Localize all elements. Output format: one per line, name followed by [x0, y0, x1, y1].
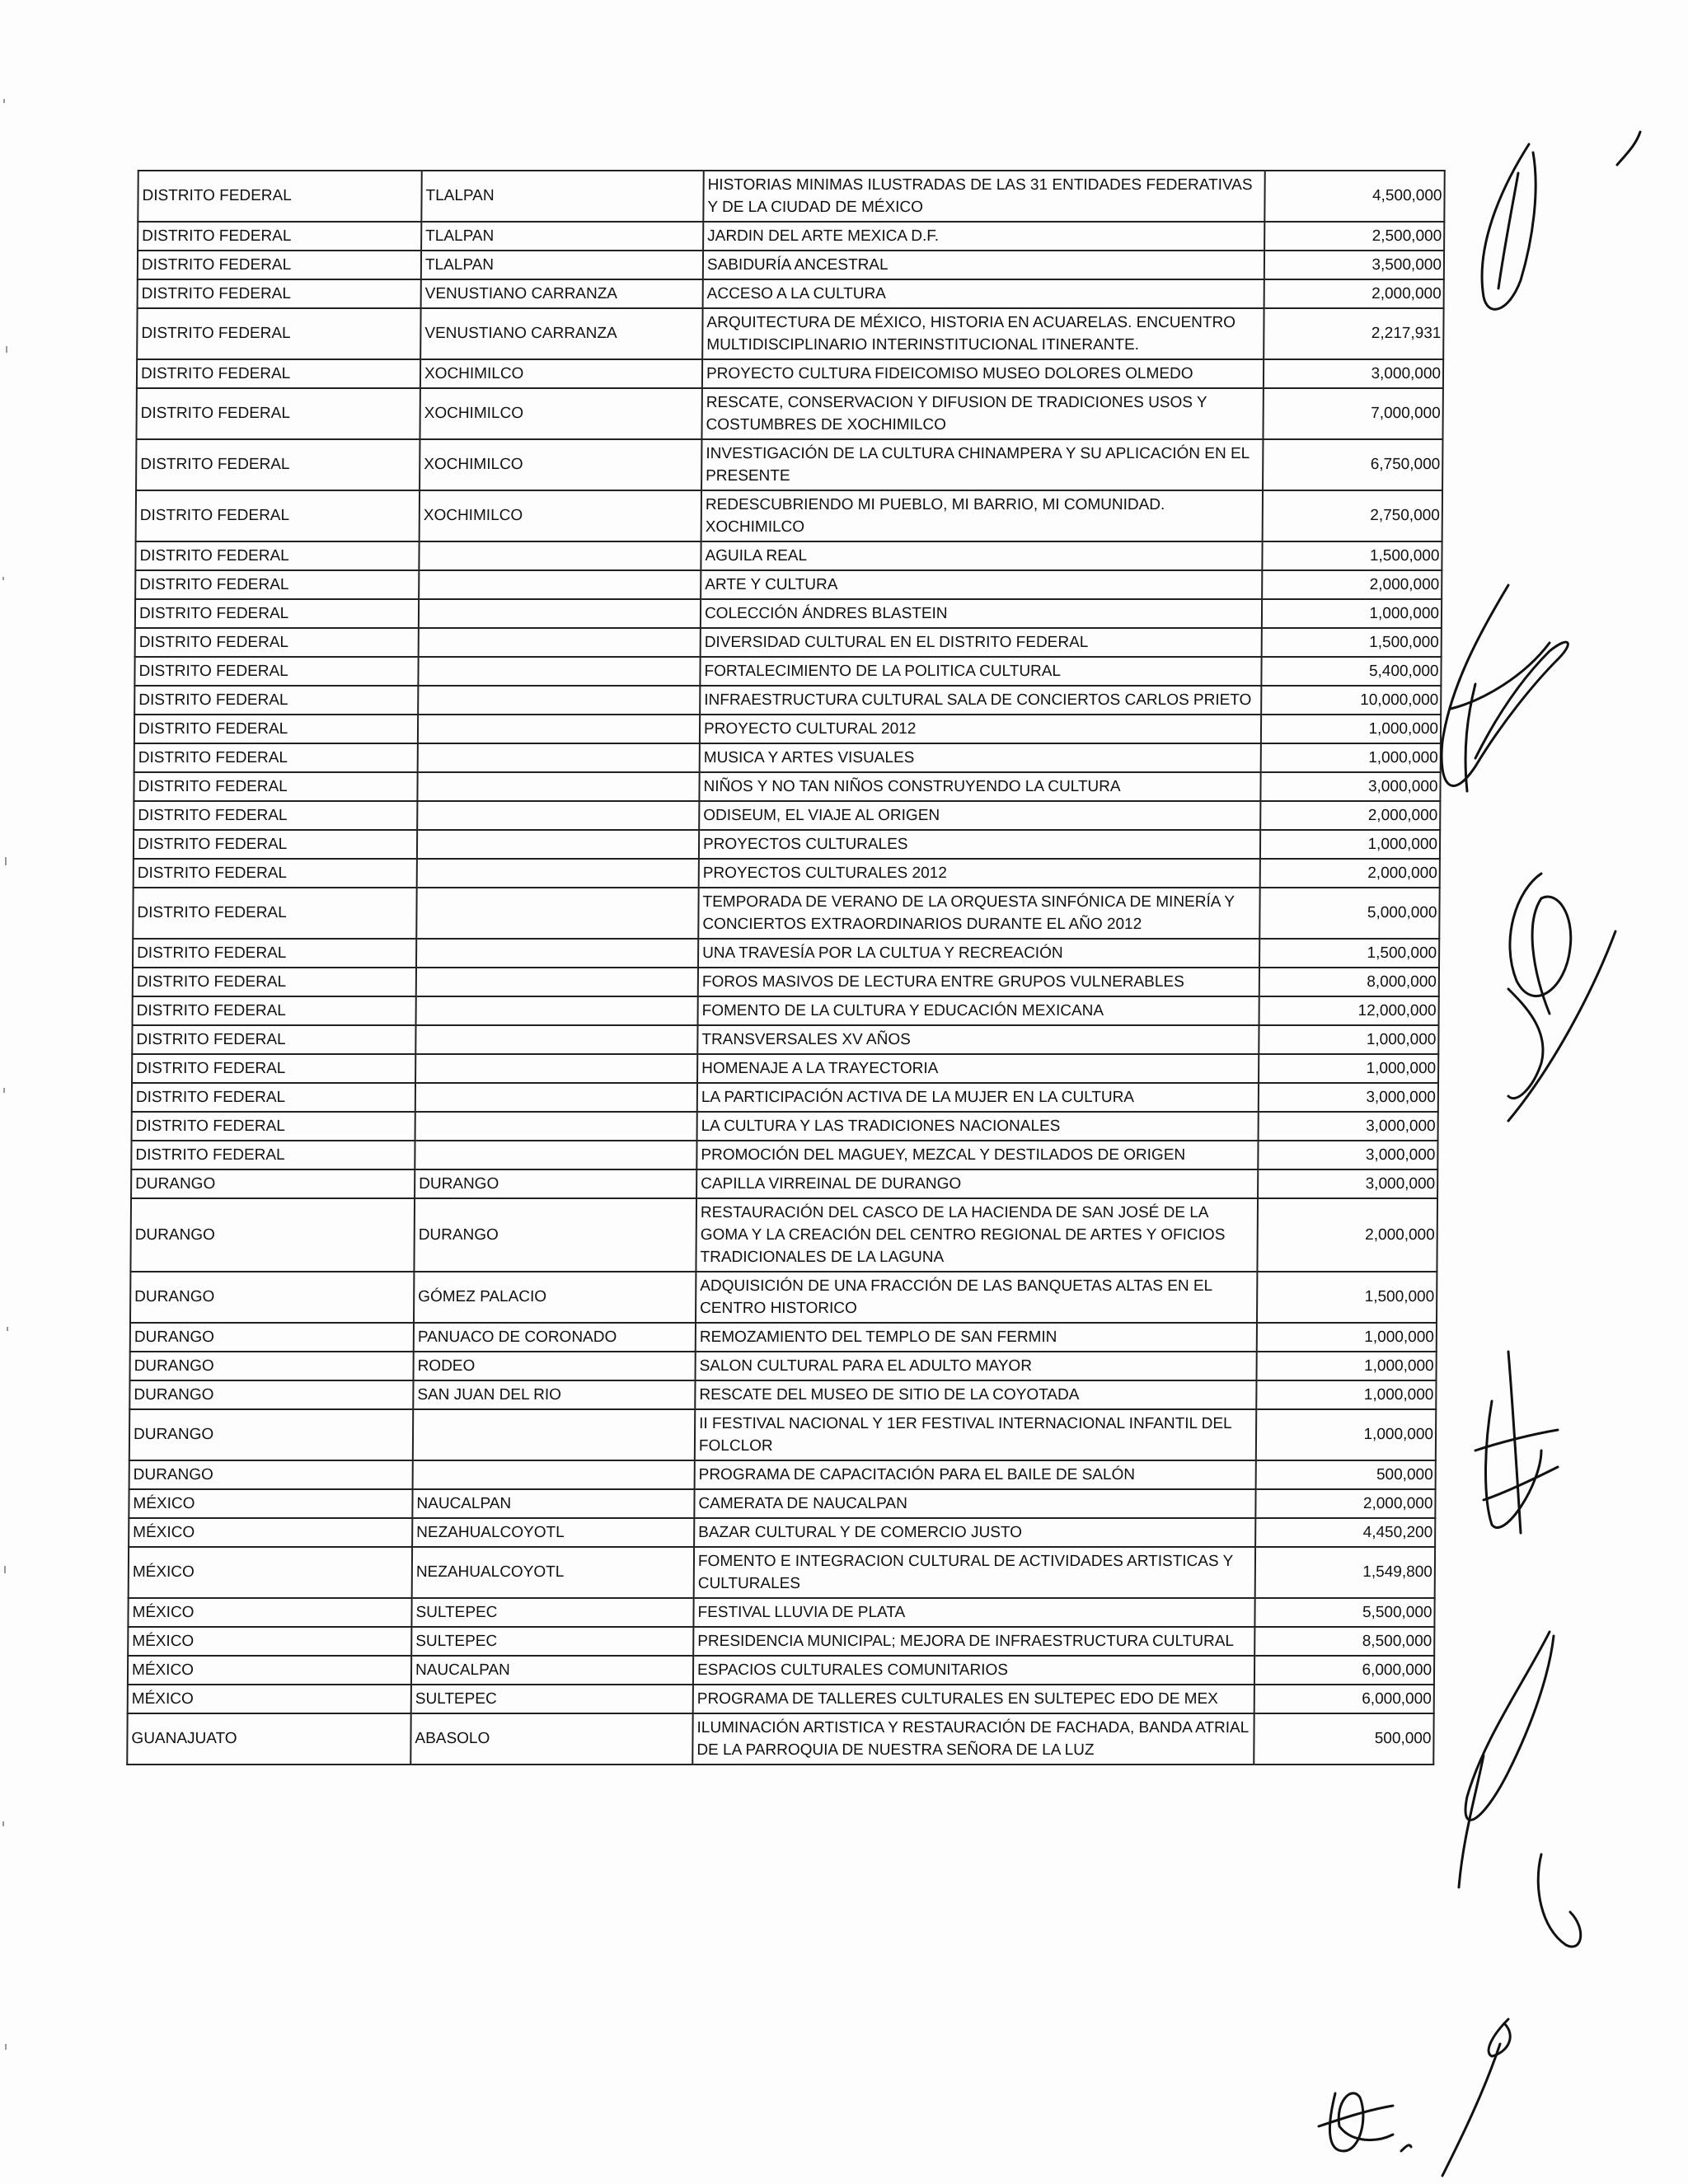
amount-cell: 8,000,000 — [1259, 968, 1439, 996]
state-cell: DURANGO — [131, 1169, 415, 1198]
state-cell: DURANGO — [130, 1272, 414, 1323]
amount-cell: 500,000 — [1254, 1713, 1433, 1765]
amount-cell: 3,000,000 — [1258, 1141, 1437, 1169]
signature-2 — [1442, 585, 1568, 791]
project-cell: PROYECTO CULTURAL 2012 — [700, 715, 1261, 743]
table-row — [133, 996, 1439, 1025]
project-cell: DIVERSIDAD CULTURAL EN EL DISTRITO FEDERAL — [701, 628, 1262, 657]
amount-cell: 2,000,000 — [1257, 1198, 1437, 1272]
state-cell: DISTRITO FEDERAL — [135, 570, 419, 599]
table-row — [128, 1627, 1434, 1656]
state-cell: DISTRITO FEDERAL — [138, 222, 421, 251]
table-row — [131, 1169, 1437, 1198]
amount-cell: 6,000,000 — [1254, 1656, 1434, 1685]
municipality-cell — [419, 628, 701, 657]
municipality-cell — [418, 715, 700, 743]
project-cell: FORTALECIMIENTO DE LA POLITICA CULTURAL — [700, 657, 1261, 686]
amount-cell: 2,000,000 — [1255, 1489, 1435, 1518]
project-cell: TEMPORADA DE VERANO DE LA ORQUESTA SINFÓNICA DE MINERÍA Y CONCIERTOS EXTRAORDINARIOS DURANTE EL AÑO 2012 — [698, 888, 1259, 939]
project-cell: HISTORIAS MINIMAS ILUSTRADAS DE LAS 31 ENTIDADES FEDERATIVAS Y DE LA CIUDAD DE MÉXICO — [703, 171, 1264, 222]
project-cell: ARQUITECTURA DE MÉXICO, HISTORIA EN ACUARELAS. ENCUENTRO MULTIDISCIPLINARIO INTERINSTITUCIONAL ITINERANTE. — [702, 308, 1264, 359]
project-cell: PROMOCIÓN DEL MAGUEY, MEZCAL Y DESTILADOS DE ORIGEN — [696, 1141, 1258, 1169]
project-cell: ADQUISICIÓN DE UNA FRACCIÓN DE LAS BANQUETAS ALTAS EN EL CENTRO HISTORICO — [696, 1272, 1257, 1323]
municipality-cell: XOCHIMILCO — [420, 359, 702, 388]
project-cell: PROYECTOS CULTURALES 2012 — [699, 859, 1260, 888]
amount-cell: 1,000,000 — [1257, 1352, 1437, 1380]
municipality-cell: NAUCALPAN — [411, 1656, 693, 1685]
state-cell: DISTRITO FEDERAL — [138, 279, 421, 308]
state-cell: DISTRITO FEDERAL — [136, 388, 420, 439]
municipality-cell: NEZAHUALCOYOTL — [412, 1547, 694, 1598]
municipality-cell: DURANGO — [415, 1169, 696, 1198]
municipality-cell — [418, 743, 700, 772]
state-cell: DISTRITO FEDERAL — [138, 171, 421, 222]
municipality-cell — [413, 1460, 695, 1489]
amount-cell: 10,000,000 — [1261, 686, 1441, 715]
table-row — [134, 801, 1440, 830]
state-cell: DURANGO — [130, 1323, 414, 1352]
state-cell: DISTRITO FEDERAL — [137, 359, 420, 388]
project-cell: CAPILLA VIRREINAL DE DURANGO — [696, 1169, 1258, 1198]
state-cell: DISTRITO FEDERAL — [134, 743, 418, 772]
state-cell: DURANGO — [129, 1409, 413, 1460]
amount-cell: 1,000,000 — [1259, 1054, 1438, 1083]
municipality-cell — [418, 686, 700, 715]
table-row — [136, 439, 1442, 490]
table-row — [133, 888, 1439, 939]
municipality-cell: RODEO — [414, 1352, 696, 1380]
table-row — [129, 1518, 1435, 1547]
state-cell: DISTRITO FEDERAL — [134, 715, 418, 743]
table-row — [130, 1272, 1437, 1323]
municipality-cell — [416, 996, 698, 1025]
state-cell: DISTRITO FEDERAL — [134, 686, 418, 715]
municipality-cell: PANUACO DE CORONADO — [414, 1323, 696, 1352]
amount-cell: 2,000,000 — [1260, 859, 1440, 888]
amount-cell: 2,500,000 — [1264, 222, 1444, 251]
municipality-cell — [419, 541, 701, 570]
state-cell: GUANAJUATO — [127, 1713, 410, 1765]
project-cell: RESCATE DEL MUSEO DE SITIO DE LA COYOTADA — [695, 1380, 1256, 1409]
amount-cell: 2,750,000 — [1263, 490, 1442, 541]
municipality-cell — [415, 1025, 697, 1054]
project-cell: ARTE Y CULTURA — [701, 570, 1262, 599]
project-cell: LA PARTICIPACIÓN ACTIVA DE LA MUJER EN LA CULTURA — [697, 1083, 1259, 1112]
municipality-cell — [419, 570, 701, 599]
table-row — [130, 1323, 1437, 1352]
state-cell: DURANGO — [130, 1198, 415, 1272]
amount-cell: 1,549,800 — [1255, 1547, 1435, 1598]
amount-cell: 2,217,931 — [1264, 308, 1443, 359]
project-cell: INVESTIGACIÓN DE LA CULTURA CHINAMPERA Y SU APLICACIÓN EN EL PRESENTE — [701, 439, 1263, 490]
state-cell: DISTRITO FEDERAL — [133, 968, 416, 996]
amount-cell: 4,500,000 — [1264, 171, 1444, 222]
municipality-cell — [417, 859, 699, 888]
state-cell: DISTRITO FEDERAL — [132, 1054, 415, 1083]
state-cell: MÉXICO — [128, 1598, 411, 1627]
project-cell: RESTAURACIÓN DEL CASCO DE LA HACIENDA DE SAN JOSÉ DE LA GOMA Y LA CREACIÓN DEL CENTRO REGIONAL DE ARTES Y OFICIOS TRADICIONALES DE LA LAGUNA — [696, 1198, 1258, 1272]
project-cell: ODISEUM, EL VIAJE AL ORIGEN — [699, 801, 1260, 830]
table-row — [129, 1547, 1435, 1598]
project-cell: MUSICA Y ARTES VISUALES — [700, 743, 1261, 772]
amount-cell: 2,000,000 — [1264, 279, 1444, 308]
table-row — [130, 1352, 1437, 1380]
project-cell: TRANSVERSALES XV AÑOS — [697, 1025, 1259, 1054]
municipality-cell — [417, 830, 699, 859]
project-cell: RESCATE, CONSERVACION Y DIFUSION DE TRADICIONES USOS Y COSTUMBRES DE XOCHIMILCO — [701, 388, 1263, 439]
amount-cell: 5,500,000 — [1254, 1598, 1434, 1627]
table-row — [134, 859, 1440, 888]
amount-cell: 1,000,000 — [1256, 1380, 1436, 1409]
amount-cell: 500,000 — [1256, 1460, 1436, 1489]
table-row — [135, 570, 1442, 599]
project-cell: JARDIN DEL ARTE MEXICA D.F. — [703, 222, 1264, 251]
project-cell: AGUILA REAL — [701, 541, 1262, 570]
project-cell: REDESCUBRIENDO MI PUEBLO, MI BARRIO, MI COMUNIDAD. XOCHIMILCO — [701, 490, 1263, 541]
signature-1 — [1482, 132, 1640, 309]
municipality-cell: SAN JUAN DEL RIO — [413, 1380, 695, 1409]
state-cell: DISTRITO FEDERAL — [133, 939, 416, 968]
municipality-cell — [419, 599, 701, 628]
project-cell: LA CULTURA Y LAS TRADICIONES NACIONALES — [697, 1112, 1259, 1141]
amount-cell: 1,000,000 — [1262, 599, 1442, 628]
table-row — [132, 1083, 1438, 1112]
state-cell: MÉXICO — [129, 1489, 412, 1518]
amount-cell: 2,000,000 — [1262, 570, 1442, 599]
project-cell: INFRAESTRUCTURA CULTURAL SALA DE CONCIERTOS CARLOS PRIETO — [700, 686, 1261, 715]
table-row — [137, 359, 1443, 388]
table-row — [138, 279, 1444, 308]
municipality-cell: NEZAHUALCOYOTL — [412, 1518, 694, 1547]
table-row — [134, 830, 1440, 859]
municipality-cell: XOCHIMILCO — [420, 490, 701, 541]
municipality-cell: GÓMEZ PALACIO — [414, 1272, 696, 1323]
municipality-cell — [415, 1083, 697, 1112]
municipality-cell: VENUSTIANO CARRANZA — [421, 279, 703, 308]
amount-cell: 4,450,200 — [1255, 1518, 1435, 1547]
amount-cell: 1,000,000 — [1257, 1323, 1437, 1352]
table-row — [129, 1460, 1436, 1489]
state-cell: DISTRITO FEDERAL — [134, 772, 417, 801]
amount-cell: 3,000,000 — [1259, 1112, 1438, 1141]
project-cell: ESPACIOS CULTURALES COMUNITARIOS — [693, 1656, 1254, 1685]
table-row — [133, 939, 1439, 968]
amount-cell: 12,000,000 — [1259, 996, 1439, 1025]
project-cell: SABIDURÍA ANCESTRAL — [703, 251, 1264, 279]
municipality-cell — [417, 801, 699, 830]
table-row — [138, 171, 1444, 222]
state-cell: DURANGO — [129, 1460, 413, 1489]
table-row — [138, 251, 1444, 279]
municipality-cell: DURANGO — [414, 1198, 696, 1272]
municipality-cell: XOCHIMILCO — [420, 388, 701, 439]
table-row — [129, 1409, 1436, 1460]
state-cell: MÉXICO — [129, 1518, 412, 1547]
table-row — [134, 772, 1440, 801]
amount-cell: 6,000,000 — [1254, 1685, 1434, 1713]
table-row — [128, 1598, 1434, 1627]
state-cell: MÉXICO — [128, 1685, 411, 1713]
amount-cell: 1,000,000 — [1260, 830, 1440, 859]
municipality-cell: VENUSTIANO CARRANZA — [420, 308, 702, 359]
state-cell: DISTRITO FEDERAL — [132, 1025, 415, 1054]
table-row — [137, 308, 1443, 359]
project-cell: HOMENAJE A LA TRAYECTORIA — [697, 1054, 1259, 1083]
amount-cell: 3,000,000 — [1264, 359, 1443, 388]
state-cell: DISTRITO FEDERAL — [136, 439, 420, 490]
state-cell: DISTRITO FEDERAL — [135, 628, 419, 657]
signature-3 — [1508, 874, 1615, 1121]
table-row — [132, 1112, 1438, 1141]
table-row — [135, 541, 1442, 570]
project-cell: FOMENTO DE LA CULTURA Y EDUCACIÓN MEXICANA — [698, 996, 1259, 1025]
state-cell: MÉXICO — [129, 1547, 412, 1598]
amount-cell: 1,500,000 — [1262, 541, 1442, 570]
municipality-cell — [415, 1054, 697, 1083]
state-cell: DISTRITO FEDERAL — [136, 490, 420, 541]
project-cell: COLECCIÓN ÁNDRES BLASTEIN — [701, 599, 1262, 628]
state-cell: DISTRITO FEDERAL — [135, 541, 419, 570]
table-row — [132, 1025, 1438, 1054]
amount-cell: 1,000,000 — [1259, 1025, 1438, 1054]
table-row — [132, 1054, 1438, 1083]
budget-table — [126, 170, 1446, 1765]
amount-cell: 5,400,000 — [1261, 657, 1441, 686]
amount-cell: 1,000,000 — [1256, 1409, 1436, 1460]
municipality-cell: SULTEPEC — [411, 1598, 693, 1627]
table-row — [127, 1713, 1433, 1765]
table-row — [135, 599, 1442, 628]
municipality-cell: NAUCALPAN — [412, 1489, 694, 1518]
project-cell: PROYECTO CULTURA FIDEICOMISO MUSEO DOLORES OLMEDO — [702, 359, 1264, 388]
state-cell: DISTRITO FEDERAL — [135, 599, 419, 628]
state-cell: DISTRITO FEDERAL — [138, 251, 421, 279]
project-cell: FOMENTO E INTEGRACION CULTURAL DE ACTIVIDADES ARTISTICAS Y CULTURALES — [694, 1547, 1255, 1598]
municipality-cell: TLALPAN — [421, 251, 703, 279]
table-row — [131, 1141, 1437, 1169]
table-row — [128, 1685, 1434, 1713]
table-row — [134, 657, 1441, 686]
municipality-cell — [416, 968, 698, 996]
amount-cell: 8,500,000 — [1254, 1627, 1434, 1656]
table-row — [129, 1380, 1436, 1409]
municipality-cell: ABASOLO — [410, 1713, 692, 1765]
municipality-cell — [416, 888, 698, 939]
municipality-cell: TLALPAN — [421, 222, 703, 251]
project-cell: UNA TRAVESÍA POR LA CULTUA Y RECREACIÓN — [698, 939, 1259, 968]
project-cell: PROYECTOS CULTURALES — [699, 830, 1260, 859]
amount-cell: 1,000,000 — [1261, 715, 1441, 743]
project-cell: BAZAR CULTURAL Y DE COMERCIO JUSTO — [694, 1518, 1255, 1547]
amount-cell: 3,500,000 — [1264, 251, 1444, 279]
table-row — [134, 743, 1441, 772]
amount-cell: 2,000,000 — [1260, 801, 1440, 830]
state-cell: DURANGO — [130, 1352, 414, 1380]
table-row — [129, 1489, 1435, 1518]
table-row — [134, 686, 1441, 715]
project-cell: ACCESO A LA CULTURA — [703, 279, 1264, 308]
table-row — [138, 222, 1444, 251]
project-cell: II FESTIVAL NACIONAL Y 1ER FESTIVAL INTERNACIONAL INFANTIL DEL FOLCLOR — [695, 1409, 1256, 1460]
scan-edge-noise — [0, 0, 12, 2184]
project-cell: FESTIVAL LLUVIA DE PLATA — [693, 1598, 1254, 1627]
project-cell: REMOZAMIENTO DEL TEMPLO DE SAN FERMIN — [696, 1323, 1257, 1352]
table-row — [128, 1656, 1434, 1685]
municipality-cell — [413, 1409, 695, 1460]
state-cell: MÉXICO — [128, 1627, 411, 1656]
municipality-cell — [417, 772, 699, 801]
state-cell: MÉXICO — [128, 1656, 411, 1685]
project-cell: FOROS MASIVOS DE LECTURA ENTRE GRUPOS VULNERABLES — [698, 968, 1259, 996]
amount-cell: 6,750,000 — [1263, 439, 1442, 490]
project-cell: ILUMINACIÓN ARTISTICA Y RESTAURACIÓN DE FACHADA, BANDA ATRIAL DE LA PARROQUIA DE NUESTRA SEÑORA DE LA LUZ — [692, 1713, 1254, 1765]
amount-cell: 1,500,000 — [1259, 939, 1439, 968]
state-cell: DURANGO — [129, 1380, 413, 1409]
state-cell: DISTRITO FEDERAL — [132, 1083, 415, 1112]
state-cell: DISTRITO FEDERAL — [134, 657, 418, 686]
municipality-cell: SULTEPEC — [411, 1685, 693, 1713]
state-cell: DISTRITO FEDERAL — [137, 308, 420, 359]
table-row — [133, 968, 1439, 996]
table-row — [136, 388, 1442, 439]
state-cell: DISTRITO FEDERAL — [131, 1141, 415, 1169]
project-cell: CAMERATA DE NAUCALPAN — [694, 1489, 1255, 1518]
amount-cell: 1,000,000 — [1261, 743, 1441, 772]
project-cell: PROGRAMA DE TALLERES CULTURALES EN SULTEPEC EDO DE MEX — [693, 1685, 1254, 1713]
municipality-cell — [418, 657, 700, 686]
state-cell: DISTRITO FEDERAL — [134, 859, 417, 888]
project-cell: SALON CULTURAL PARA EL ADULTO MAYOR — [696, 1352, 1257, 1380]
table-row — [136, 490, 1442, 541]
municipality-cell: TLALPAN — [421, 171, 703, 222]
municipality-cell — [415, 1141, 696, 1169]
amount-cell: 3,000,000 — [1258, 1169, 1437, 1198]
table-row — [134, 715, 1441, 743]
state-cell: DISTRITO FEDERAL — [133, 996, 416, 1025]
state-cell: DISTRITO FEDERAL — [132, 1112, 415, 1141]
project-cell: PRESIDENCIA MUNICIPAL; MEJORA DE INFRAESTRUCTURA CULTURAL — [693, 1627, 1254, 1656]
signature-5 — [1459, 1632, 1581, 1947]
table-body — [127, 171, 1445, 1765]
amount-cell: 7,000,000 — [1263, 388, 1442, 439]
state-cell: DISTRITO FEDERAL — [133, 888, 416, 939]
amount-cell: 5,000,000 — [1259, 888, 1439, 939]
amount-cell: 3,000,000 — [1260, 772, 1440, 801]
signature-6 — [1319, 2019, 1510, 2176]
municipality-cell: SULTEPEC — [411, 1627, 693, 1656]
state-cell: DISTRITO FEDERAL — [134, 801, 417, 830]
state-cell: DISTRITO FEDERAL — [134, 830, 417, 859]
amount-cell: 3,000,000 — [1259, 1083, 1438, 1112]
signature-4 — [1475, 1352, 1558, 1533]
project-cell: PROGRAMA DE CAPACITACIÓN PARA EL BAILE DE SALÓN — [695, 1460, 1256, 1489]
municipality-cell: XOCHIMILCO — [420, 439, 701, 490]
municipality-cell — [415, 1112, 697, 1141]
table-row — [130, 1198, 1437, 1272]
municipality-cell — [416, 939, 698, 968]
project-cell: NIÑOS Y NO TAN NIÑOS CONSTRUYENDO LA CULTURA — [699, 772, 1260, 801]
amount-cell: 1,500,000 — [1262, 628, 1442, 657]
amount-cell: 1,500,000 — [1257, 1272, 1437, 1323]
table-row — [135, 628, 1442, 657]
